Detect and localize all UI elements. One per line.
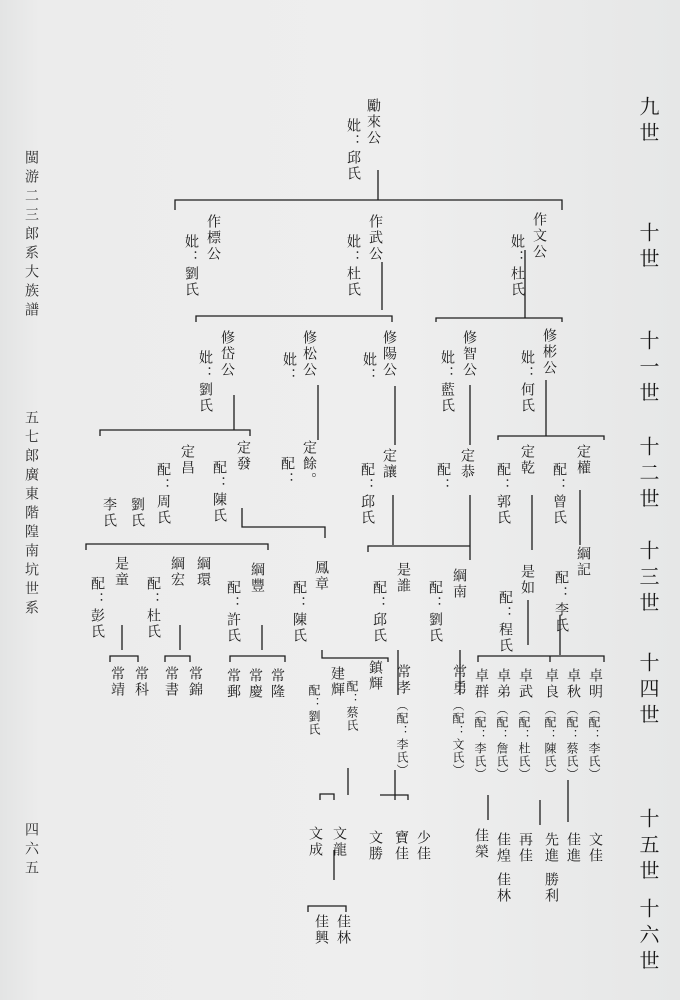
person-baojia: 寶佳 xyxy=(393,830,409,862)
person-wensheng: 文勝 xyxy=(367,830,383,862)
spouse-dingquan: 配：曾氏 xyxy=(551,462,567,526)
generation-label-14: 十四世 xyxy=(636,652,660,730)
spouse-zhenhui: 配：蔡氏 xyxy=(345,680,359,732)
spouse-xiudai: 妣：劉氏 xyxy=(197,350,213,414)
spouse-shitong: 配：彭氏 xyxy=(89,576,105,640)
person-zuowen: 作文公 xyxy=(531,212,547,260)
spouse-xiubin: 妣：何氏 xyxy=(519,350,535,414)
spouse-dingchang: 配：周氏 xyxy=(155,462,171,526)
person-jianhui: 建輝 xyxy=(329,666,345,698)
spouse-gangji: 配：李氏 xyxy=(553,570,569,634)
person-liushi: 劉氏 xyxy=(129,497,145,529)
person-xiusong: 修松公 xyxy=(301,330,317,378)
person-changshu: 常書 xyxy=(163,666,179,698)
person-lishi: 李氏 xyxy=(101,497,117,529)
person-jiajin: 佳進 xyxy=(565,832,581,864)
person-changjing: 常靖 xyxy=(109,666,125,698)
spouse-ganghong: 配：杜氏 xyxy=(145,576,161,640)
person-dingchang: 定昌 xyxy=(179,444,195,476)
generation-label-16: 十六世 xyxy=(636,898,660,976)
person-zhuoliang: 卓良 xyxy=(543,668,559,700)
spouse-changyong: （配：文氏） xyxy=(451,699,465,777)
person-zaijia: 再佳 xyxy=(517,832,533,864)
spouse-dingqian: 配：郭氏 xyxy=(495,462,511,526)
person-wenlong: 文龍 xyxy=(331,826,347,858)
person-xianjin: 先進 xyxy=(543,832,559,864)
person-jiaxing: 佳興 xyxy=(313,914,329,946)
generation-label-11: 十一世 xyxy=(636,330,660,408)
book-title: 閩游二三郎系大族譜 xyxy=(23,150,39,321)
spouse-xiuyang: 妣： xyxy=(361,352,377,384)
spouse-changxiao: （配：李氏） xyxy=(395,699,409,777)
person-zhenhui: 鎮輝 xyxy=(367,660,383,692)
person-jialin: 佳林 xyxy=(495,872,511,904)
page-number: 四六五 xyxy=(23,822,39,879)
generation-label-9: 九世 xyxy=(636,96,660,148)
spouse-shishui: 配：邱氏 xyxy=(371,580,387,644)
person-shishui: 是誰 xyxy=(395,562,411,594)
spouse-zhuodi: （配：詹氏） xyxy=(495,703,509,781)
spouse-dingrang: 配：邱氏 xyxy=(359,462,375,526)
spouse-zhuowu: （配：杜氏） xyxy=(517,703,531,781)
person-zhuoqiu: 卓秋 xyxy=(565,668,581,700)
person-shengli: 勝利 xyxy=(543,872,559,904)
person-dingquan: 定權 xyxy=(575,444,591,476)
spouse-gangfeng: 配：許氏 xyxy=(225,580,241,644)
person-changqing: 常慶 xyxy=(247,668,263,700)
spouse-fengzhang: 配：陳氏 xyxy=(291,580,307,644)
person-zhuowu: 卓武 xyxy=(517,668,533,700)
person-wenjia: 文佳 xyxy=(587,832,603,864)
person-changlong: 常隆 xyxy=(269,668,285,700)
generation-label-15: 十五世 xyxy=(636,808,660,886)
spouse-zhuoqiu: （配：蔡氏） xyxy=(565,703,579,781)
generation-label-12: 十二世 xyxy=(636,436,660,514)
person-jialin-g16: 佳林 xyxy=(335,914,351,946)
person-dingfa: 定發 xyxy=(235,440,251,472)
person-changxiao: 常孝 xyxy=(395,664,411,696)
person-jiahuang: 佳煌 xyxy=(495,832,511,864)
spouse-gangnan: 配：劉氏 xyxy=(427,580,443,644)
generation-label-13: 十三世 xyxy=(636,540,660,618)
branch-title: 五七郎廣東階隍南坑世系 xyxy=(23,410,39,619)
person-jiarong: 佳榮 xyxy=(473,828,489,860)
person-dinggong: 定恭 xyxy=(459,448,475,480)
spouse-dinggong: 配： xyxy=(435,462,451,494)
spouse-shiru: 配：程氏 xyxy=(497,590,513,654)
person-gangji: 綱記 xyxy=(575,546,591,578)
person-gangnan: 綱南 xyxy=(451,568,467,600)
person-ganghong: 綱宏 xyxy=(169,556,185,588)
spouse-jianhui: 配：劉氏 xyxy=(307,684,321,736)
person-changyu: 常郵 xyxy=(225,668,241,700)
person-zhuoming: 卓明 xyxy=(587,668,603,700)
person-changjin: 常錦 xyxy=(187,666,203,698)
person-dingqian: 定乾 xyxy=(519,444,535,476)
spouse-zuowu: 妣：杜氏 xyxy=(345,234,361,298)
person-zuowu: 作武公 xyxy=(367,214,383,262)
spouse-dingyu: 配： xyxy=(279,456,295,488)
person-zhuodi: 卓弟 xyxy=(495,668,511,700)
person-shiru: 是如 xyxy=(519,564,535,596)
person-zhuoqun: 卓群 xyxy=(473,668,489,700)
spouse-zuobiao: 妣：劉氏 xyxy=(183,234,199,298)
person-ganghuan: 綱環 xyxy=(195,556,211,588)
person-shitong: 是童 xyxy=(113,556,129,588)
person-dingyu: 定餘。 xyxy=(301,440,317,488)
person-dingrang: 定讓 xyxy=(381,448,397,480)
spouse-lilai: 妣：邱氏 xyxy=(345,118,361,182)
person-xiudai: 修岱公 xyxy=(219,330,235,378)
person-gangfeng: 綱豐 xyxy=(249,562,265,594)
spouse-xiuzhi: 妣：藍氏 xyxy=(439,350,455,414)
person-xiubin: 修彬公 xyxy=(541,328,557,376)
spouse-zhuoming: （配：李氏） xyxy=(587,703,601,781)
spouse-xiusong: 妣： xyxy=(281,352,297,384)
spouse-zhuoliang: （配：陳氏） xyxy=(543,703,557,781)
person-changyong: 常勇 xyxy=(451,664,467,696)
person-zuobiao: 作標公 xyxy=(205,214,221,262)
person-lilai: 勵來公 xyxy=(365,98,381,146)
person-fengzhang: 鳳章 xyxy=(313,560,329,592)
spouse-dingfa: 配：陳氏 xyxy=(211,460,227,524)
spouse-zhuoqun: （配：李氏） xyxy=(473,703,487,781)
person-xiuzhi: 修智公 xyxy=(461,330,477,378)
person-changke: 常科 xyxy=(133,666,149,698)
spouse-zuowen: 妣：杜氏 xyxy=(509,234,525,298)
person-shaojia: 少佳 xyxy=(415,830,431,862)
generation-label-10: 十世 xyxy=(636,222,660,274)
person-xiuyang: 修陽公 xyxy=(381,330,397,378)
person-wencheng: 文成 xyxy=(307,826,323,858)
